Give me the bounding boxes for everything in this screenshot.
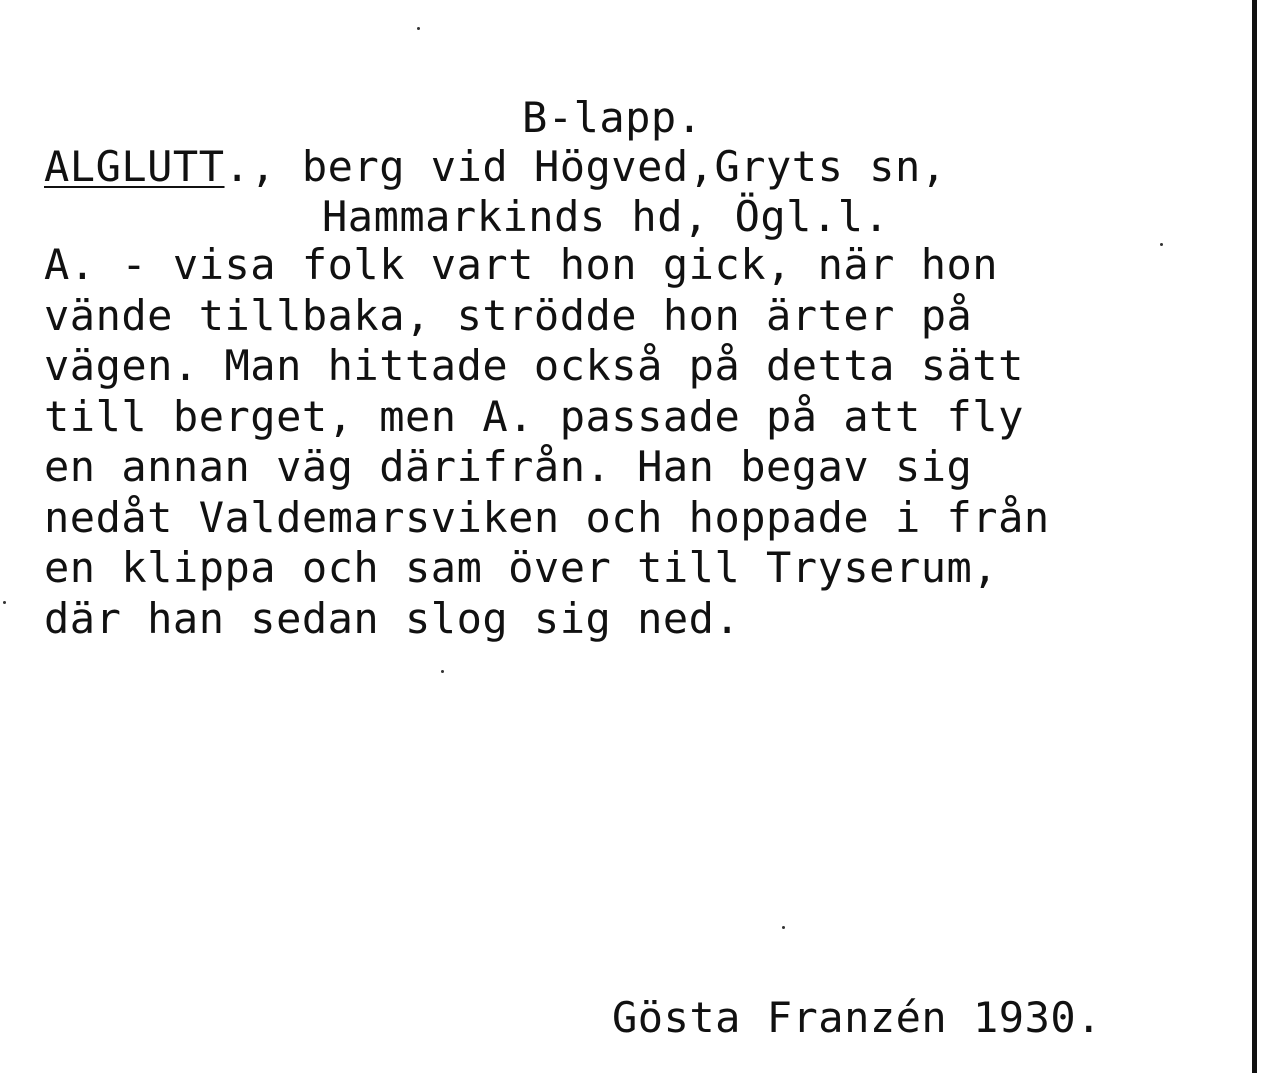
place-description: berg vid Högved,Gryts sn, xyxy=(301,142,947,191)
text-line: en annan väg därifrån. Han begav sig xyxy=(44,442,973,491)
scan-speck xyxy=(1160,243,1163,246)
place-name: ALGLUTT xyxy=(44,142,225,191)
scan-speck xyxy=(417,27,420,30)
text-line: en klippa och sam över till Tryserum, xyxy=(44,543,999,592)
place-suffix: ., xyxy=(224,142,302,191)
text-line: nedåt Valdemarsviken och hoppade i från xyxy=(44,492,1050,542)
card-heading: B-lapp. xyxy=(522,93,703,142)
scan-speck xyxy=(782,926,785,929)
text-line: A. - visa folk vart hon gick, när hon xyxy=(44,240,999,289)
scan-speck xyxy=(441,670,444,673)
text-line: vägen. Man hittade också på detta sätt xyxy=(44,341,1024,390)
signature: Gösta Franzén 1930. xyxy=(612,993,1102,1042)
scan-speck xyxy=(3,601,6,604)
card-edge xyxy=(1252,0,1257,1073)
entry-title-line xyxy=(44,142,947,192)
place-description-continued: Hammarkinds hd, Ögl.l. xyxy=(322,192,890,241)
legend-text xyxy=(44,240,1234,644)
text-line: till berget, men A. passade på att fly xyxy=(44,391,1024,441)
text-line: där han sedan slog sig ned. xyxy=(44,593,741,643)
text-line: vände tillbaka, strödde hon ärter på xyxy=(44,290,973,340)
